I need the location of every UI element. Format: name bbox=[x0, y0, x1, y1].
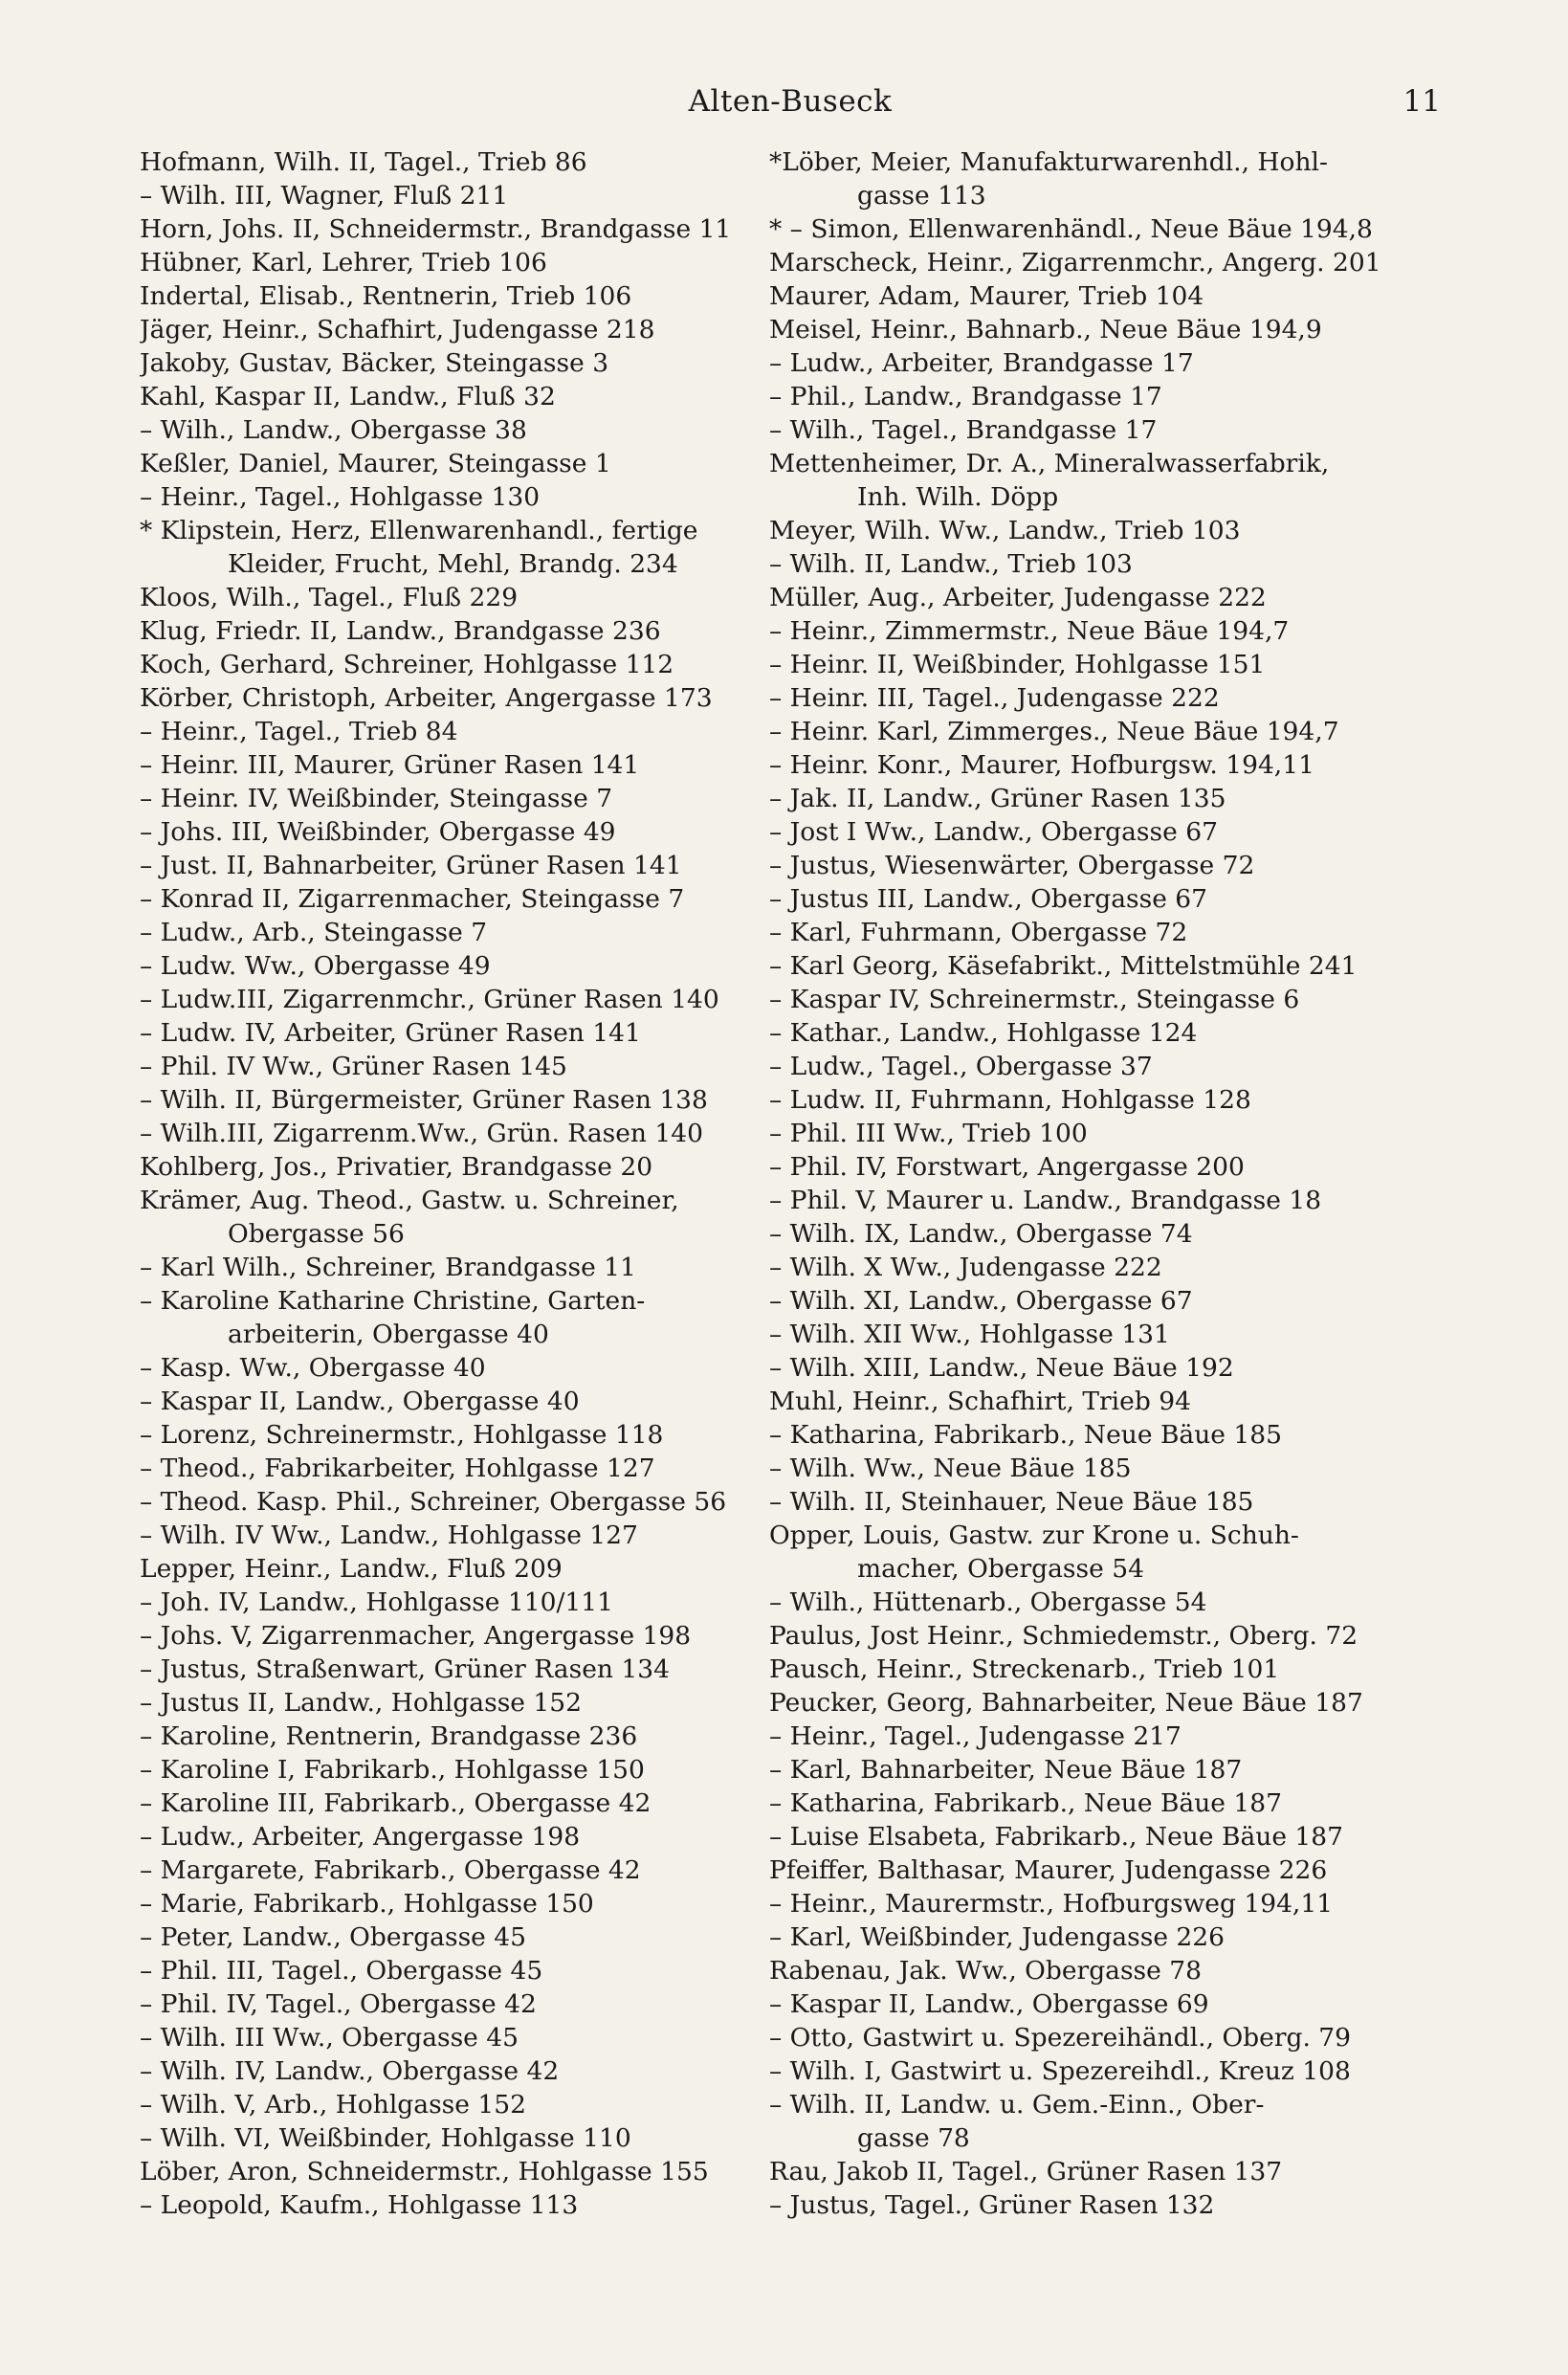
directory-entry: – Jak. II, Landw., Grüner Rasen 135 bbox=[769, 784, 1226, 813]
directory-entry: – Heinr. III, Tagel., Judengasse 222 bbox=[769, 683, 1220, 713]
page-title: Alten-Buseck bbox=[688, 84, 893, 119]
directory-entry: – Phil. V, Maurer u. Landw., Brandgasse 18 bbox=[769, 1186, 1322, 1215]
directory-entry: – Kaspar IV, Schreinermstr., Steingasse 6 bbox=[769, 985, 1300, 1014]
directory-entry: – Heinr., Maurermstr., Hofburgsweg 194,11 bbox=[769, 1889, 1334, 1919]
directory-entry: – Kathar., Landw., Hohlgasse 124 bbox=[769, 1018, 1198, 1048]
directory-entry: – Ludw.III, Zigarrenmchr., Grüner Rasen 140 bbox=[140, 985, 719, 1014]
directory-entry: – Wilh. II, Landw. u. Gem.-Einn., Ober- bbox=[769, 2090, 1265, 2120]
directory-entry: Mettenheimer, Dr. A., Mineralwasserfabrik, bbox=[769, 449, 1330, 478]
directory-entry: Kahl, Kaspar II, Landw., Fluß 32 bbox=[140, 382, 556, 411]
directory-entry: *Löber, Meier, Manufakturwarenhdl., Hohl- bbox=[769, 147, 1328, 177]
directory-entry: – Heinr. Konr., Maurer, Hofburgsw. 194,11 bbox=[769, 750, 1314, 780]
directory-entry: – Ludw. II, Fuhrmann, Hohlgasse 128 bbox=[769, 1085, 1251, 1115]
directory-entry: – Wilh. X Ww., Judengasse 222 bbox=[769, 1253, 1162, 1282]
directory-entry: Koch, Gerhard, Schreiner, Hohlgasse 112 bbox=[140, 650, 674, 679]
directory-entry: – Karoline Katharine Christine, Garten- bbox=[140, 1286, 646, 1316]
directory-entry: – Wilh. VI, Weißbinder, Hohlgasse 110 bbox=[140, 2123, 631, 2153]
directory-entry: Müller, Aug., Arbeiter, Judengasse 222 bbox=[769, 583, 1267, 612]
directory-entry: – Wilh. IV Ww., Landw., Hohlgasse 127 bbox=[140, 1520, 638, 1550]
entry-continuation: Inh. Wilh. Döpp bbox=[857, 482, 1059, 512]
directory-entry: – Wilh., Landw., Obergasse 38 bbox=[140, 415, 527, 445]
directory-entry: – Theod., Fabrikarbeiter, Hohlgasse 127 bbox=[140, 1454, 655, 1483]
directory-entry: – Jost I Ww., Landw., Obergasse 67 bbox=[769, 817, 1218, 847]
directory-entry: Muhl, Heinr., Schafhirt, Trieb 94 bbox=[769, 1387, 1191, 1416]
directory-entry: – Johs. V, Zigarrenmacher, Angergasse 198 bbox=[140, 1621, 692, 1651]
entry-continuation: Obergasse 56 bbox=[228, 1219, 405, 1249]
directory-entry: – Ludw. Ww., Obergasse 49 bbox=[140, 951, 491, 981]
directory-entry: – Wilh. XIII, Landw., Neue Bäue 192 bbox=[769, 1353, 1234, 1383]
right-column bbox=[769, 145, 1396, 2222]
directory-entry: Hübner, Karl, Lehrer, Trieb 106 bbox=[140, 248, 547, 277]
directory-entry: – Ludw., Arbeiter, Angergasse 198 bbox=[140, 1822, 581, 1852]
directory-entry: – Karoline III, Fabrikarb., Obergasse 42 bbox=[140, 1788, 651, 1818]
directory-entry: – Karoline, Rentnerin, Brandgasse 236 bbox=[140, 1721, 638, 1751]
directory-entry: – Karoline I, Fabrikarb., Hohlgasse 150 bbox=[140, 1755, 645, 1785]
directory-entry: – Lorenz, Schreinermstr., Hohlgasse 118 bbox=[140, 1420, 664, 1450]
directory-entry: – Ludw., Arb., Steingasse 7 bbox=[140, 918, 488, 947]
directory-entry: – Phil., Landw., Brandgasse 17 bbox=[769, 382, 1162, 411]
directory-entry: – Just. II, Bahnarbeiter, Grüner Rasen 141 bbox=[140, 851, 682, 880]
directory-entry: – Karl Georg, Käsefabrikt., Mittelstmühle 241 bbox=[769, 951, 1358, 981]
directory-entry: Paulus, Jost Heinr., Schmiedemstr., Oberg. 72 bbox=[769, 1621, 1358, 1651]
directory-entry: – Heinr. IV, Weißbinder, Steingasse 7 bbox=[140, 784, 613, 813]
directory-entry: – Heinr., Tagel., Hohlgasse 130 bbox=[140, 482, 541, 512]
directory-entry: – Otto, Gastwirt u. Spezereihändl., Oberg. 79 bbox=[769, 2023, 1352, 2053]
directory-entry: – Theod. Kasp. Phil., Schreiner, Obergasse 56 bbox=[140, 1487, 727, 1517]
directory-entry: Pfeiffer, Balthasar, Maurer, Judengasse 226 bbox=[769, 1855, 1328, 1885]
directory-entry: Marscheck, Heinr., Zigarrenmchr., Angerg. 201 bbox=[769, 248, 1381, 277]
directory-entry: – Kaspar II, Landw., Obergasse 40 bbox=[140, 1387, 580, 1416]
directory-entry: Jakoby, Gustav, Bäcker, Steingasse 3 bbox=[140, 348, 609, 378]
directory-entry: Kloos, Wilh., Tagel., Fluß 229 bbox=[140, 583, 519, 612]
directory-entry: – Karl Wilh., Schreiner, Brandgasse 11 bbox=[140, 1253, 636, 1282]
directory-entry: Meyer, Wilh. Ww., Landw., Trieb 103 bbox=[769, 516, 1241, 545]
directory-entry: – Karl, Weißbinder, Judengasse 226 bbox=[769, 1922, 1226, 1952]
directory-entry: – Wilh., Tagel., Brandgasse 17 bbox=[769, 415, 1158, 445]
directory-entry: – Wilh. IV, Landw., Obergasse 42 bbox=[140, 2056, 560, 2086]
directory-entry: – Wilh. II, Steinhauer, Neue Bäue 185 bbox=[769, 1487, 1254, 1517]
left-column bbox=[140, 145, 766, 2222]
directory-entry: Rabenau, Jak. Ww., Obergasse 78 bbox=[769, 1956, 1202, 1986]
directory-entry: – Wilh. II, Landw., Trieb 103 bbox=[769, 549, 1133, 579]
directory-entry: Horn, Johs. II, Schneidermstr., Brandgasse 11 bbox=[140, 214, 732, 244]
directory-entry: – Ludw., Tagel., Obergasse 37 bbox=[769, 1052, 1153, 1081]
directory-entry: Krämer, Aug. Theod., Gastw. u. Schreiner, bbox=[140, 1186, 679, 1215]
directory-entry: – Justus, Straßenwart, Grüner Rasen 134 bbox=[140, 1654, 670, 1684]
directory-entry: – Wilh. II, Bürgermeister, Grüner Rasen 138 bbox=[140, 1085, 708, 1115]
directory-entry: – Justus II, Landw., Hohlgasse 152 bbox=[140, 1688, 582, 1718]
page-number: 11 bbox=[1402, 84, 1441, 119]
directory-entry: – Wilh. III, Wagner, Fluß 211 bbox=[140, 181, 509, 211]
entry-continuation: gasse 78 bbox=[857, 2123, 970, 2153]
directory-entry: Lepper, Heinr., Landw., Fluß 209 bbox=[140, 1554, 563, 1584]
entry-continuation: arbeiterin, Obergasse 40 bbox=[228, 1320, 549, 1349]
directory-entry: – Phil. IV, Forstwart, Angergasse 200 bbox=[769, 1152, 1245, 1182]
directory-entry: – Phil. IV Ww., Grüner Rasen 145 bbox=[140, 1052, 567, 1081]
directory-entry: – Katharina, Fabrikarb., Neue Bäue 187 bbox=[769, 1788, 1282, 1818]
directory-entry: Rau, Jakob II, Tagel., Grüner Rasen 137 bbox=[769, 2157, 1283, 2186]
directory-entry: Körber, Christoph, Arbeiter, Angergasse 173 bbox=[140, 683, 713, 713]
directory-entry: – Heinr., Tagel., Judengasse 217 bbox=[769, 1721, 1182, 1751]
directory-entry: – Justus, Wiesenwärter, Obergasse 72 bbox=[769, 851, 1255, 880]
directory-entry: – Heinr., Zimmermstr., Neue Bäue 194,7 bbox=[769, 616, 1290, 646]
directory-entry: – Wilh. Ww., Neue Bäue 185 bbox=[769, 1454, 1132, 1483]
directory-entry: – Luise Elsabeta, Fabrikarb., Neue Bäue 187 bbox=[769, 1822, 1344, 1852]
directory-entry: – Peter, Landw., Obergasse 45 bbox=[140, 1922, 526, 1952]
page-header bbox=[140, 84, 1441, 132]
directory-entry: Meisel, Heinr., Bahnarb., Neue Bäue 194,9 bbox=[769, 315, 1322, 344]
directory-entry: – Marie, Fabrikarb., Hohlgasse 150 bbox=[140, 1889, 594, 1919]
directory-entry: * Klipstein, Herz, Ellenwarenhandl., fertige bbox=[140, 516, 698, 545]
directory-entry: – Phil. IV, Tagel., Obergasse 42 bbox=[140, 1989, 537, 2019]
directory-entry: Kohlberg, Jos., Privatier, Brandgasse 20 bbox=[140, 1152, 653, 1182]
directory-entry: Keßler, Daniel, Maurer, Steingasse 1 bbox=[140, 449, 611, 478]
directory-entry: – Wilh. XI, Landw., Obergasse 67 bbox=[769, 1286, 1193, 1316]
directory-entry: – Wilh. V, Arb., Hohlgasse 152 bbox=[140, 2090, 526, 2120]
directory-entry: – Heinr., Tagel., Trieb 84 bbox=[140, 717, 458, 746]
directory-entry: Pausch, Heinr., Streckenarb., Trieb 101 bbox=[769, 1654, 1280, 1684]
directory-entry: – Ludw., Arbeiter, Brandgasse 17 bbox=[769, 348, 1194, 378]
directory-entry: – Karl, Fuhrmann, Obergasse 72 bbox=[769, 918, 1188, 947]
directory-entry: – Justus, Tagel., Grüner Rasen 132 bbox=[769, 2190, 1215, 2220]
directory-entry: Klug, Friedr. II, Landw., Brandgasse 236 bbox=[140, 616, 661, 646]
directory-entry: – Justus III, Landw., Obergasse 67 bbox=[769, 884, 1208, 914]
directory-entry: – Heinr. II, Weißbinder, Hohlgasse 151 bbox=[769, 650, 1266, 679]
directory-entry: – Johs. III, Weißbinder, Obergasse 49 bbox=[140, 817, 616, 847]
directory-entry: Maurer, Adam, Maurer, Trieb 104 bbox=[769, 281, 1204, 311]
directory-entry: – Wilh. XII Ww., Hohlgasse 131 bbox=[769, 1320, 1170, 1349]
directory-entry: Indertal, Elisab., Rentnerin, Trieb 106 bbox=[140, 281, 632, 311]
directory-entry: – Wilh. III Ww., Obergasse 45 bbox=[140, 2023, 519, 2053]
directory-entry: – Kaspar II, Landw., Obergasse 69 bbox=[769, 1989, 1209, 2019]
directory-entry: Jäger, Heinr., Schafhirt, Judengasse 218 bbox=[140, 315, 655, 344]
entry-continuation: Kleider, Frucht, Mehl, Brandg. 234 bbox=[228, 549, 678, 579]
directory-entry: Hofmann, Wilh. II, Tagel., Trieb 86 bbox=[140, 147, 587, 177]
directory-entry: – Margarete, Fabrikarb., Obergasse 42 bbox=[140, 1855, 641, 1885]
directory-entry: Opper, Louis, Gastw. zur Krone u. Schuh- bbox=[769, 1520, 1299, 1550]
directory-entry: – Kasp. Ww., Obergasse 40 bbox=[140, 1353, 486, 1383]
directory-entry: – Konrad II, Zigarrenmacher, Steingasse 7 bbox=[140, 884, 685, 914]
directory-entry: Löber, Aron, Schneidermstr., Hohlgasse 155 bbox=[140, 2157, 709, 2186]
entry-continuation: macher, Obergasse 54 bbox=[857, 1554, 1144, 1584]
directory-entry: – Joh. IV, Landw., Hohlgasse 110/111 bbox=[140, 1587, 613, 1617]
directory-entry: – Heinr. Karl, Zimmerges., Neue Bäue 194,7 bbox=[769, 717, 1339, 746]
directory-entry: – Leopold, Kaufm., Hohlgasse 113 bbox=[140, 2190, 579, 2220]
directory-entry: – Wilh. I, Gastwirt u. Spezereihdl., Kreuz 108 bbox=[769, 2056, 1351, 2086]
directory-entry: – Ludw. IV, Arbeiter, Grüner Rasen 141 bbox=[140, 1018, 641, 1048]
directory-entry: – Heinr. III, Maurer, Grüner Rasen 141 bbox=[140, 750, 640, 780]
directory-entry: – Wilh.III, Zigarrenm.Ww., Grün. Rasen 140 bbox=[140, 1119, 704, 1148]
entry-continuation: gasse 113 bbox=[857, 181, 986, 211]
directory-entry: – Katharina, Fabrikarb., Neue Bäue 185 bbox=[769, 1420, 1282, 1450]
directory-entry: Peucker, Georg, Bahnarbeiter, Neue Bäue 187 bbox=[769, 1688, 1363, 1718]
directory-entry: * – Simon, Ellenwarenhändl., Neue Bäue 194,8 bbox=[769, 214, 1373, 244]
directory-entry: – Wilh., Hüttenarb., Obergasse 54 bbox=[769, 1587, 1207, 1617]
directory-entry: – Karl, Bahnarbeiter, Neue Bäue 187 bbox=[769, 1755, 1243, 1785]
directory-entry: – Phil. III, Tagel., Obergasse 45 bbox=[140, 1956, 543, 1986]
directory-entry: – Phil. III Ww., Trieb 100 bbox=[769, 1119, 1088, 1148]
directory-entry: – Wilh. IX, Landw., Obergasse 74 bbox=[769, 1219, 1193, 1249]
